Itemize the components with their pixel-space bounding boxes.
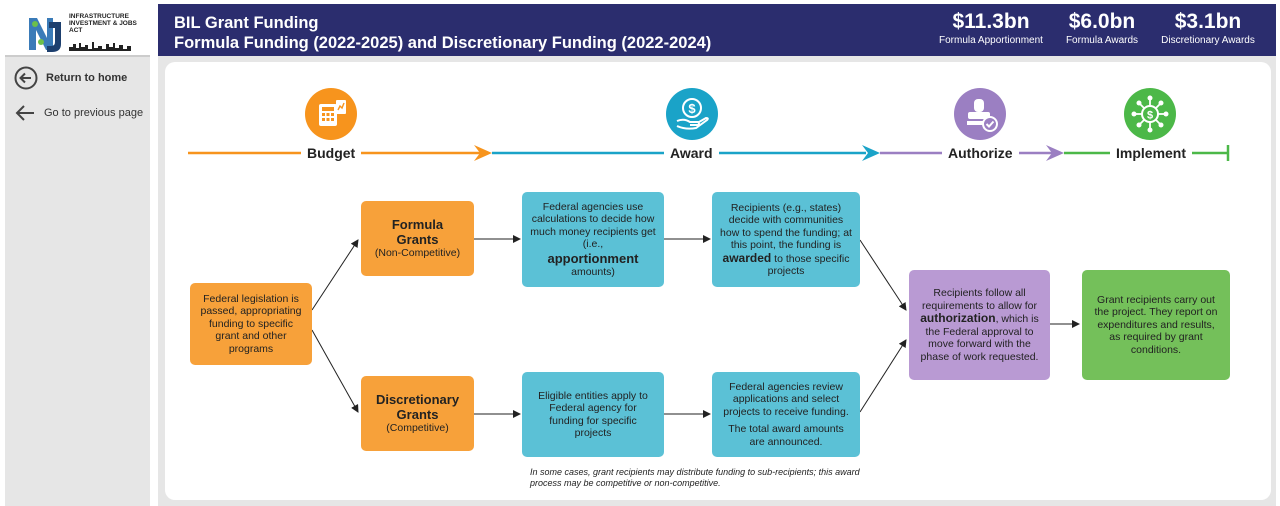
authorization-pre: Recipients follow all requirements to allow for: [922, 287, 1037, 312]
kpi-value: $6.0bn: [1068, 10, 1136, 33]
awarded-post: to those specific projects: [767, 252, 850, 277]
awarded-box: [712, 192, 860, 287]
discretionary-grants-title: Discretionary Grants: [375, 392, 460, 423]
legislation-box: [190, 283, 312, 365]
apportionment-box: [522, 192, 664, 287]
stage-label-implement: Implement: [1110, 145, 1192, 161]
awarded-bold: awarded: [722, 250, 772, 265]
stage-label-budget: Budget: [301, 145, 361, 161]
kpi-label: Formula Apportionment: [939, 35, 1043, 46]
title-line-1: BIL Grant Funding: [174, 14, 319, 32]
authorization-post: , which is the Federal approval to move forward with the phase of work requested.: [920, 313, 1039, 363]
apportionment-bold: apportionment: [547, 250, 639, 266]
footnote: In some cases, grant recipients may distribute funding to sub-recipients; this award process may be competitive or non-competitive.: [530, 467, 860, 488]
implement-box: [1082, 270, 1230, 380]
previous-page-label: Go to previous page: [44, 107, 144, 119]
svg-text:$: $: [1146, 109, 1154, 122]
formula-grants-title: Formula Grants: [391, 217, 444, 248]
discretionary-grants-sub: (Competitive): [386, 422, 449, 435]
implement-stage-icon: [1124, 88, 1176, 140]
formula-grants-box: [361, 201, 474, 276]
stage-label-authorize: Authorize: [942, 145, 1019, 161]
legislation-text: Federal legislation is passed, appropriating funding to specific grant and other programs: [200, 292, 302, 355]
apportionment-text: [530, 201, 656, 279]
kpi-value: $11.3bn: [952, 10, 1030, 33]
authorization-bold: authorization: [920, 311, 996, 325]
review-box: [712, 372, 860, 457]
apply-text: Eligible entities apply to Federal agency for funding for specific projects: [538, 389, 648, 439]
kpi-value: $3.1bn: [1174, 10, 1242, 33]
svg-text:$: $: [688, 101, 696, 116]
award-stage-icon: [666, 88, 718, 140]
apportionment-post: amounts): [571, 266, 615, 278]
kpi-label: Formula Awards: [1065, 35, 1139, 46]
awarded-text: [720, 202, 852, 278]
review-text: Federal agencies review applications and select projects to receive funding.: [723, 380, 849, 418]
awarded-pre: Recipients (e.g., states) decide with communities how to spend the funding; at this point, the funding is: [720, 201, 852, 251]
authorization-box: [909, 270, 1050, 380]
formula-grants-sub: (Non-Competitive): [374, 247, 461, 260]
authorize-stage-icon: [954, 88, 1006, 140]
authorization-text: [917, 287, 1042, 363]
title-line-2: Formula Funding (2022-2025) and Discretionary Funding (2022-2024): [174, 34, 712, 52]
network-money-icon: [1124, 88, 1176, 140]
stamp-icon: [954, 88, 1006, 140]
implement-text: Grant recipients carry out the project. They report on expenditures and results, as required by grant conditions.: [1094, 293, 1218, 356]
discretionary-grants-box: [361, 376, 474, 451]
kpi-label: Discretionary Awards: [1161, 35, 1255, 46]
return-home-label: Return to home: [46, 72, 128, 84]
review-text-2: The total award amounts are announced.: [728, 423, 844, 448]
apportionment-pre: Federal agencies use calculations to decide how much money recipients get (i.e.,: [530, 200, 656, 250]
budget-stage-icon: [305, 88, 357, 140]
hand-money-icon: [666, 88, 718, 140]
apply-box: [522, 372, 664, 457]
calculator-icon: [305, 88, 357, 140]
stage-label-award: Award: [664, 145, 719, 161]
logo-text: INFRASTRUCTURE INVESTMENT & JOBS ACT: [69, 13, 137, 34]
